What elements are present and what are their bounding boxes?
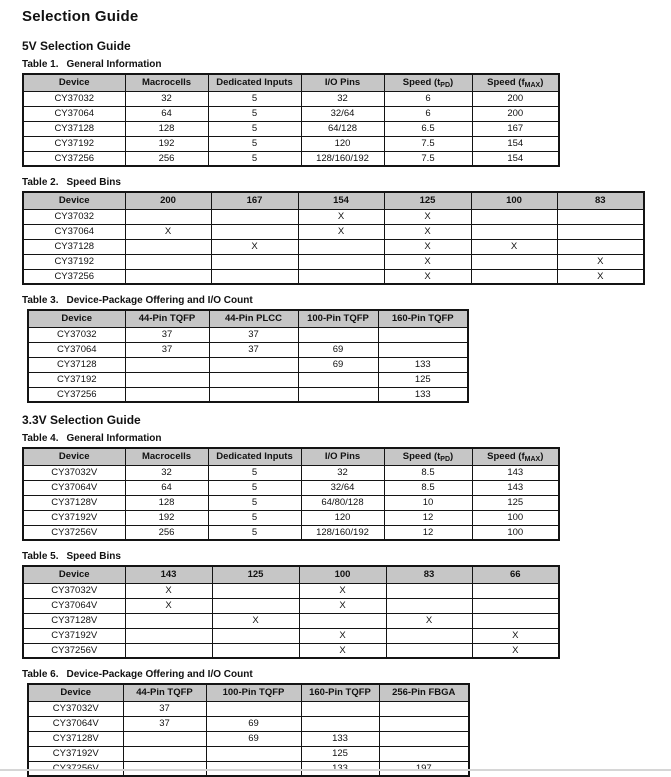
table-row [23,106,559,121]
header-row [23,74,559,91]
table-cell: 128 [125,495,208,510]
table-caption [22,59,671,71]
table-cell: 37 [209,327,298,342]
table-cell: 5 [208,106,301,121]
table-cell: CY37192V [28,746,123,761]
table-caption-label: Table 2. [22,177,59,188]
column-header: 160-Pin TQFP [378,310,468,327]
table-cell: 37 [125,327,209,342]
table-cell [471,209,557,224]
table-row [28,731,469,746]
table-cell: CY37064 [23,106,125,121]
table-cell: 64 [125,480,208,495]
table-cell [212,598,299,613]
table-row [23,224,644,239]
table-cell: CY37032V [28,701,123,716]
table-row [23,525,559,540]
table-cell: 6 [384,91,472,106]
column-header: 83 [557,192,644,209]
table-cell: 8.5 [384,480,472,495]
table-cell [125,239,211,254]
table-cell [206,701,301,716]
table-cell: 10 [384,495,472,510]
table-cell: 256 [125,151,208,166]
table-cell: 167 [472,121,559,136]
table-cell: X [384,224,471,239]
table-3-device-package-offering [22,295,671,403]
table-cell: 64 [125,106,208,121]
table-cell [386,628,472,643]
column-header-subscript: MAX [524,81,541,89]
table-cell: 6 [384,106,472,121]
table-cell: X [384,254,471,269]
table-caption [22,433,671,445]
table-cell: 125 [472,495,559,510]
table-cell: 133 [378,357,468,372]
table-cell: X [557,254,644,269]
table-cell: 128/160/192 [301,525,384,540]
table-caption-title: Speed Bins [66,551,121,562]
column-header-subscript: MAX [524,455,541,463]
table-cell [212,628,299,643]
header-row [23,566,559,583]
table-row [28,701,469,716]
table-cell: 32 [301,465,384,480]
table-cell [123,746,206,761]
column-header: 44-Pin TQFP [125,310,209,327]
column-header: 167 [211,192,298,209]
table-caption-title: Device-Package Offering and I/O Count [66,295,253,306]
table-cell [125,387,209,402]
table-caption-label: Table 1. [22,59,59,70]
column-header: Speed $(t_{PD})$ [384,448,472,465]
table-row [23,269,644,284]
section-5v-selection-guide [22,39,671,403]
column-header: 200 [125,192,211,209]
column-header: 100 [471,192,557,209]
table-cell [298,372,378,387]
section-3-3v-selection-guide [22,413,671,777]
table-cell: 120 [301,136,384,151]
table-cell [386,643,472,658]
table-cell [472,613,559,628]
table-cell: 125 [378,372,468,387]
table-cell: 69 [206,716,301,731]
table-cell: X [298,209,384,224]
table-cell [386,598,472,613]
heading-5v-selection-guide: 5V Selection Guide [22,39,131,53]
table-cell [125,254,211,269]
column-header: I/O Pins [301,448,384,465]
table-cell [212,643,299,658]
table-4-general-information [22,433,671,541]
column-header-subscript: PD [440,455,451,463]
table-row [23,495,559,510]
table-caption-label: Table 3. [22,295,59,306]
table-cell: 5 [208,121,301,136]
table-cell: X [212,613,299,628]
table-cell: 100 [472,510,559,525]
data-table [22,565,560,659]
table-cell: 120 [301,510,384,525]
table-cell [379,701,469,716]
header-row [28,310,468,327]
table-row [28,327,468,342]
table-row [23,136,559,151]
table-cell: CY37128 [23,121,125,136]
table-cell: 37 [209,342,298,357]
table-row [28,716,469,731]
table-cell [209,357,298,372]
table-cell: X [125,583,212,598]
table-cell: 64/80/128 [301,495,384,510]
table-cell: CY37032 [28,327,125,342]
table-cell: X [384,269,471,284]
column-header: Speed $(t_{PD})$ [384,74,472,91]
table-5-speed-bins [22,551,671,659]
column-header: 100 [299,566,386,583]
table-caption-title: Speed Bins [66,177,121,188]
table-caption [22,295,671,307]
column-header: Speed $(f_{MAX})$ [472,74,559,91]
table-cell: X [384,239,471,254]
table-cell: 5 [208,151,301,166]
column-header-subscript: PD [440,81,451,89]
table-cell [209,372,298,387]
column-header: Macrocells [125,74,208,91]
table-cell: 128/160/192 [301,151,384,166]
data-table [22,73,560,167]
table-6-device-package-offering [22,669,671,777]
table-cell [471,269,557,284]
page-title: Selection Guide [22,8,139,25]
table-cell: CY37256 [28,387,125,402]
table-cell [211,269,298,284]
table-cell [298,327,378,342]
table-cell [557,224,644,239]
column-header: Speed $(f_{MAX})$ [472,448,559,465]
heading-3-3v-selection-guide: 3.3V Selection Guide [22,413,141,427]
table-cell: X [557,269,644,284]
table-cell [379,731,469,746]
table-cell: CY37128 [23,239,125,254]
column-header: 125 [384,192,471,209]
table-caption-title: Device-Package Offering and I/O Count [66,669,253,680]
table-cell [211,254,298,269]
table-cell: CY37192V [23,510,125,525]
column-header: Device [23,74,125,91]
header-row [23,448,559,465]
table-cell: 192 [125,136,208,151]
table-cell [471,224,557,239]
table-cell: CY37192V [23,628,125,643]
table-cell: 5 [208,465,301,480]
table-cell: X [384,209,471,224]
column-header: 100-Pin TQFP [206,684,301,701]
table-cell: 143 [472,465,559,480]
column-header: Macrocells [125,448,208,465]
table-row [23,239,644,254]
table-cell: 69 [298,342,378,357]
table-cell [212,583,299,598]
table-cell: CY37192 [23,136,125,151]
table-cell: 100 [472,525,559,540]
table-cell [379,746,469,761]
table-2-speed-bins [22,177,671,285]
table-cell: 154 [472,151,559,166]
table-row [23,510,559,525]
table-caption-label: Table 5. [22,551,59,562]
table-cell: CY37032V [23,465,125,480]
table-cell [298,269,384,284]
table-row [28,342,468,357]
table-row [23,598,559,613]
table-caption-title: General Information [66,59,162,70]
table-cell: 37 [123,701,206,716]
table-cell: 128 [125,121,208,136]
table-cell: CY37128V [23,495,125,510]
data-table [22,191,645,285]
table-cell [472,598,559,613]
table-caption-label: Table 4. [22,433,59,444]
column-header: 44-Pin PLCC [209,310,298,327]
table-row [23,643,559,658]
data-table [27,309,469,403]
table-cell: 37 [125,342,209,357]
table-cell [299,613,386,628]
table-cell [557,239,644,254]
table-row [23,465,559,480]
column-header: I/O Pins [301,74,384,91]
column-header: Device [23,566,125,583]
table-cell [123,731,206,746]
table-cell [301,701,379,716]
table-cell: 143 [472,480,559,495]
table-cell: X [471,239,557,254]
table-row [23,121,559,136]
table-cell [298,254,384,269]
table-cell: 5 [208,91,301,106]
table-caption [22,669,671,681]
table-cell: 125 [301,746,379,761]
header-row [28,684,469,701]
table-cell: 7.5 [384,151,472,166]
table-cell [298,387,378,402]
table-cell: 5 [208,480,301,495]
table-cell: 5 [208,495,301,510]
table-cell: CY37064 [28,342,125,357]
column-header: 44-Pin TQFP [123,684,206,701]
table-cell: 192 [125,510,208,525]
table-cell: X [386,613,472,628]
table-cell: 69 [298,357,378,372]
table-caption [22,551,671,563]
table-cell: 32/64 [301,106,384,121]
table-cell [211,209,298,224]
table-cell: 5 [208,136,301,151]
column-header: 66 [472,566,559,583]
table-row [23,91,559,106]
column-header: Dedicated Inputs [208,448,301,465]
table-cell: 256 [125,525,208,540]
column-header: 154 [298,192,384,209]
table-cell [471,254,557,269]
table-row [23,151,559,166]
table-cell: 8.5 [384,465,472,480]
table-cell: 12 [384,510,472,525]
table-1-general-information [22,59,671,167]
table-cell: X [299,643,386,658]
table-cell: 32 [125,91,208,106]
table-cell: CY37064V [23,598,125,613]
table-cell: X [472,628,559,643]
table-row [28,746,469,761]
table-cell [301,716,379,731]
table-cell [557,209,644,224]
table-cell: X [299,598,386,613]
data-table [27,683,470,777]
table-cell: 7.5 [384,136,472,151]
table-cell: CY37256V [23,643,125,658]
table-cell [472,583,559,598]
header-row [23,192,644,209]
table-caption [22,177,671,189]
table-cell: X [472,643,559,658]
table-cell: CY37128V [23,613,125,628]
table-caption-label: Table 6. [22,669,59,680]
table-cell: CY37032 [23,209,125,224]
column-header: Device [23,448,125,465]
table-cell: CY37256 [23,151,125,166]
table-cell: 69 [206,731,301,746]
table-cell: CY37256V [23,525,125,540]
table-row [23,254,644,269]
table-cell [125,613,212,628]
table-cell: CY37128 [28,357,125,372]
table-cell: X [298,224,384,239]
table-cell: CY37256 [23,269,125,284]
table-cell [209,387,298,402]
table-cell: 5 [208,525,301,540]
table-cell: X [125,224,211,239]
table-row [23,480,559,495]
column-header: Device [23,192,125,209]
table-cell: X [211,239,298,254]
table-cell: 32 [301,91,384,106]
table-cell: CY37064 [23,224,125,239]
table-row [28,387,468,402]
table-cell: 5 [208,510,301,525]
table-cell [378,342,468,357]
table-cell: CY37192 [23,254,125,269]
table-cell [378,327,468,342]
table-cell: 154 [472,136,559,151]
column-header: 83 [386,566,472,583]
table-cell [386,583,472,598]
table-row [23,583,559,598]
column-header: 143 [125,566,212,583]
table-cell: X [299,628,386,643]
table-row [28,372,468,387]
table-cell: 133 [378,387,468,402]
table-cell [125,628,212,643]
column-header: 256-Pin FBGA [379,684,469,701]
table-cell: 64/128 [301,121,384,136]
table-row [23,613,559,628]
table-row [28,357,468,372]
table-cell: CY37192 [28,372,125,387]
table-cell: CY37064V [23,480,125,495]
column-header: 160-Pin TQFP [301,684,379,701]
table-cell: 12 [384,525,472,540]
table-cell: X [125,598,212,613]
table-cell [379,716,469,731]
table-cell: 200 [472,91,559,106]
table-cell [206,746,301,761]
table-cell [125,643,212,658]
table-row [23,628,559,643]
table-cell: CY37032V [23,583,125,598]
table-cell [125,357,209,372]
page-edge-divider [0,769,671,771]
table-cell: 32/64 [301,480,384,495]
table-caption-title: General Information [66,433,162,444]
table-cell: 6.5 [384,121,472,136]
column-header: Device [28,310,125,327]
table-cell: 37 [123,716,206,731]
table-cell: 200 [472,106,559,121]
table-cell [211,224,298,239]
data-table [22,447,560,541]
table-cell [125,269,211,284]
column-header: Device [28,684,123,701]
table-cell [125,372,209,387]
column-header: 125 [212,566,299,583]
table-cell: CY37128V [28,731,123,746]
table-cell [125,209,211,224]
table-cell: CY37032 [23,91,125,106]
table-cell: X [299,583,386,598]
table-cell: 32 [125,465,208,480]
table-row [23,209,644,224]
table-cell: 133 [301,731,379,746]
table-cell [298,239,384,254]
table-cell: CY37064V [28,716,123,731]
column-header: Dedicated Inputs [208,74,301,91]
column-header: 100-Pin TQFP [298,310,378,327]
